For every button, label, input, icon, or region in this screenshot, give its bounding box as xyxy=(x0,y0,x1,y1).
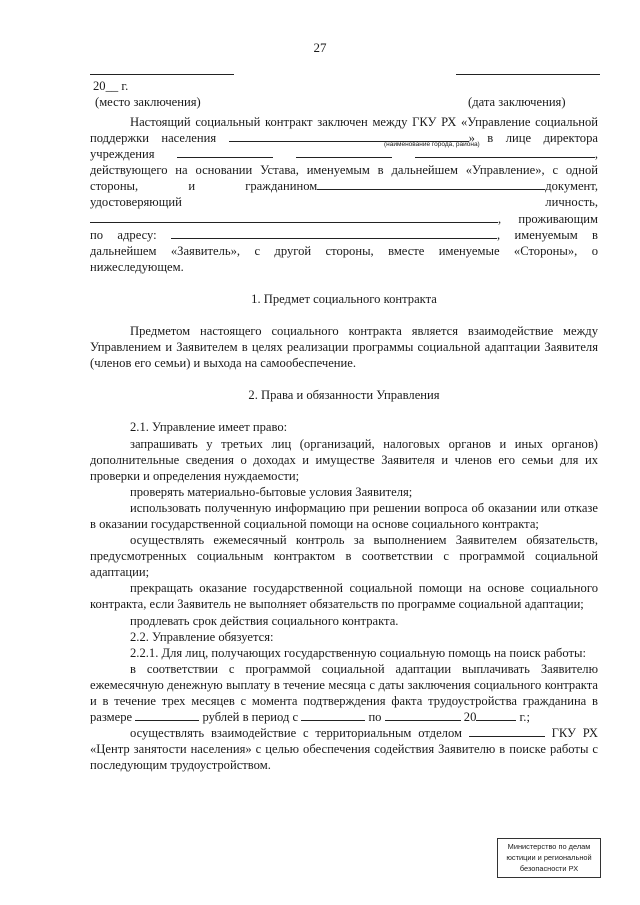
right-check-conditions: проверять материально-бытовые условия Заявителя; xyxy=(130,484,413,499)
duty-employment-text-b: ГКУ РХ «Центр занятости населения» с целью обеспечения содействия Заявителю в поиске работы с последующим трудоустройством. xyxy=(90,726,598,773)
duty-employment-center xyxy=(90,725,598,773)
period-end-year-blank xyxy=(476,709,516,721)
right-request-info: запрашивать у третьих лиц (организаций, налоговых органов и иных органов) дополнительные сведения о доходах и имуществе Заявителя и членов его семьи для их проверки и определения нуждаемости; xyxy=(90,436,598,483)
duty-payment-to: по xyxy=(368,710,382,725)
identity-document-blank xyxy=(90,211,498,223)
section-1-title: 1. Предмет социального контракта xyxy=(251,291,437,306)
ministry-stamp xyxy=(497,838,601,878)
director-name-blank-1 xyxy=(296,146,392,158)
city-district-caption: (наименование города, района) xyxy=(384,141,480,148)
intro-part-a: Настоящий социальный контракт заключен между ГКУ РХ «Управление социальной поддержки населения xyxy=(90,115,598,146)
stamp-line-3: безопасности РХ xyxy=(519,864,579,873)
duty-payment-year-suffix: г.; xyxy=(519,710,530,725)
period-start-blank xyxy=(301,709,365,721)
contract-year: 20__ г. xyxy=(93,79,129,93)
citizen-name-blank xyxy=(317,178,545,190)
intro-close: » в xyxy=(468,131,494,146)
clause-2-2: 2.2. Управление обязуется: xyxy=(130,629,274,644)
intro-part-c: , действующего на основании Устава, именуемым в дальнейшем «Управление», с одной стороны, и гражданином xyxy=(90,147,598,194)
director-blank xyxy=(177,146,273,158)
duty-payment-year: 20 xyxy=(463,710,477,725)
section-2-title: 2. Права и обязанности Управления xyxy=(248,388,440,403)
duty-payment-period: рублей в период с xyxy=(202,710,299,725)
right-monthly-control: осуществлять ежемесячный контроль за выполнением Заявителем обязательств, предусмотренных социальным контрактом в соответствии с программой социальной адаптации; xyxy=(90,533,598,580)
intro-part-f: именуемым в дальнейшем «Заявитель», с другой стороны, вместе именуемые «Стороны», о нижеследующем. xyxy=(90,227,598,274)
right-extend-contract: продлевать срок действия социального контракта. xyxy=(130,613,399,628)
place-signature-line xyxy=(90,74,234,75)
intro-part-b: лице директора учреждения xyxy=(90,131,598,162)
intro-part-e: проживающим по адресу: xyxy=(90,211,598,242)
date-label: (дата заключения) xyxy=(468,95,566,109)
right-use-information: использовать полученную информацию при решении вопроса об оказании или отказе в оказании государственной социальной помощи на основе социального контракта; xyxy=(90,500,598,531)
clause-2-2-1: 2.2.1. Для лиц, получающих государственную социальную помощь на поиск работы: xyxy=(130,645,586,660)
date-signature-line xyxy=(456,74,600,75)
duty-employment-text-a: осуществлять взаимодействие с территориальным отделом xyxy=(130,726,462,741)
clause-2-1: 2.1. Управление имеет право: xyxy=(130,420,288,435)
stamp-line-1: Министерство по делам xyxy=(507,842,591,851)
duty-payment-text: в соответствии с программой социальной адаптации выплачивать Заявителю ежемесячную денежную выплату в течение месяца с даты заключения социального контракта и в течение трех месяцев с момента подтверждения факта трудоустройства гражданина в размере xyxy=(90,661,598,725)
place-label: (место заключения) xyxy=(95,95,201,109)
director-name-blank-2 xyxy=(415,146,595,158)
right-terminate-assistance: прекращать оказание государственной социальной помощи на основе социального контракта, если Заявитель не выполняет обязательств по программе социальной адаптации; xyxy=(90,581,598,612)
document-body xyxy=(90,114,598,773)
stamp-line-2: юстиции и региональной xyxy=(506,853,592,862)
address-blank xyxy=(171,227,497,239)
intro-paragraph: Настоящий социальный контракт заключен между ГКУ РХ «Управление социальной поддержки населения » в лице директора учреждения , действующего на основании Устава, именуемым в дальнейшем «Управление», с одной стороны, и гражданином документ, удостоверяющий личность, , проживающим по адресу: , именуемым в дальнейшем «Заявитель», с другой стороны, вместе именуемые «Стороны», о нижеследующем. xyxy=(90,115,598,274)
city-district-blank xyxy=(229,130,469,142)
payment-amount-blank xyxy=(135,709,199,721)
section-1-text: Предметом настоящего социального контракта является взаимодействие между Управлением и Заявителем в целях реализации программы социальной адаптации Заявителя (членов его семьи) и выхода на самообеспечение. xyxy=(90,324,598,371)
territorial-department-blank xyxy=(469,725,545,737)
period-end-blank xyxy=(385,709,461,721)
intro-part-d: документ, удостоверяющий личность, xyxy=(90,179,598,210)
page-number: 27 xyxy=(313,40,327,55)
duty-monthly-payment xyxy=(90,661,598,725)
